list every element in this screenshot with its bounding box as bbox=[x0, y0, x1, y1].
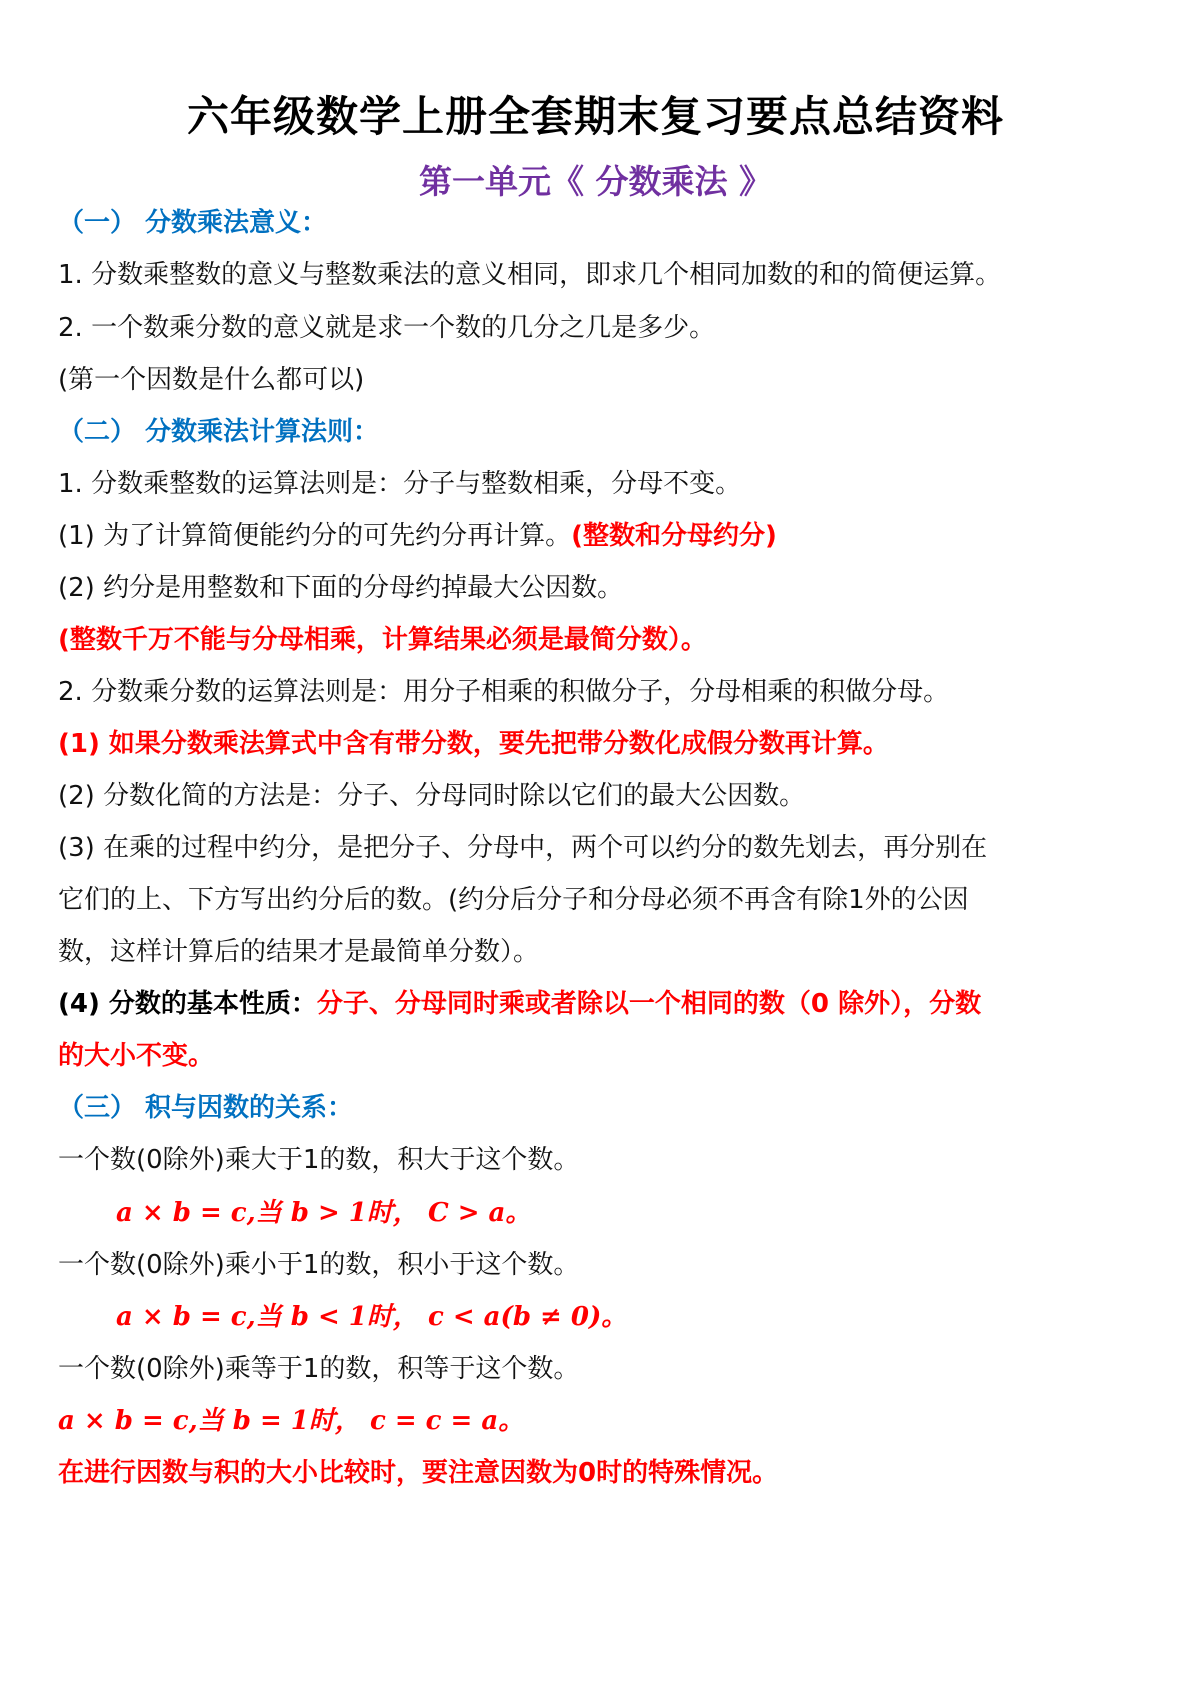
body-line: (第一个因数是什么都可以) bbox=[58, 365, 365, 395]
body-line: 数，这样计算后的结果才是最简单分数）。 bbox=[58, 937, 540, 967]
page-title: 六年级数学上册全套期末复习要点总结资料 bbox=[186, 92, 1004, 141]
body-line: 1. 分数乘整数的意义与整数乘法的意义相同，即求几个相同加数的和的简便运算。 bbox=[58, 260, 1002, 290]
property-text: 分子、分母同时乘或者除以一个相同的数（0 除外），分数 bbox=[316, 989, 982, 1019]
formula-line: a × b = c,当 b < 1时， c < a(b ≠ 0)。 bbox=[116, 1302, 628, 1332]
emphasis-line: (整数千万不能与分母相乘，计算结果必须是最简分数）。 bbox=[58, 625, 707, 655]
formula-line: a × b = c,当 b = 1时， c = c = a。 bbox=[58, 1406, 525, 1436]
body-line: (2) 约分是用整数和下面的分母约掉最大公因数。 bbox=[58, 573, 624, 603]
body-line-with-note bbox=[58, 518, 777, 554]
emphasis-note: (整数和分母约分) bbox=[571, 521, 777, 551]
emphasis-line: 的大小不变。 bbox=[58, 1041, 215, 1071]
section-heading-1: （一） 分数乘法意义： bbox=[58, 208, 328, 238]
body-line: (2) 分数化简的方法是：分子、分母同时除以它们的最大公因数。 bbox=[58, 781, 806, 811]
body-line: 一个数(0除外)乘大于1的数，积大于这个数。 bbox=[58, 1145, 580, 1175]
body-line: 一个数(0除外)乘等于1的数，积等于这个数。 bbox=[58, 1354, 580, 1384]
section-heading-2: （二） 分数乘法计算法则： bbox=[58, 417, 380, 447]
body-text: (1) 为了计算简便能约分的可先约分再计算。 bbox=[58, 521, 572, 551]
body-line: 一个数(0除外)乘小于1的数，积小于这个数。 bbox=[58, 1250, 580, 1280]
body-line: 2. 一个数乘分数的意义就是求一个数的几分之几是多少。 bbox=[58, 313, 716, 343]
body-line: (3) 在乘的过程中约分，是把分子、分母中，两个可以约分的数先划去，再分别在 bbox=[58, 833, 988, 863]
emphasis-line: 在进行因数与积的大小比较时，要注意因数为0时的特殊情况。 bbox=[58, 1458, 779, 1488]
property-label: (4) 分数的基本性质： bbox=[58, 989, 317, 1019]
unit-subtitle: 第一单元《 分数乘法 》 bbox=[419, 162, 772, 201]
property-line bbox=[58, 986, 981, 1022]
section-heading-3: （三） 积与因数的关系： bbox=[58, 1093, 354, 1123]
body-line: 它们的上、下方写出约分后的数。(约分后分子和分母必须不再含有除1外的公因 bbox=[58, 885, 969, 915]
formula-line: a × b = c,当 b > 1时， C > a。 bbox=[116, 1198, 532, 1228]
body-line: 2. 分数乘分数的运算法则是：用分子相乘的积做分子，分母相乘的积做分母。 bbox=[58, 677, 950, 707]
body-line: 1. 分数乘整数的运算法则是：分子与整数相乘，分母不变。 bbox=[58, 469, 742, 499]
emphasis-line: (1) 如果分数乘法算式中含有带分数，要先把带分数化成假分数再计算。 bbox=[58, 729, 889, 759]
